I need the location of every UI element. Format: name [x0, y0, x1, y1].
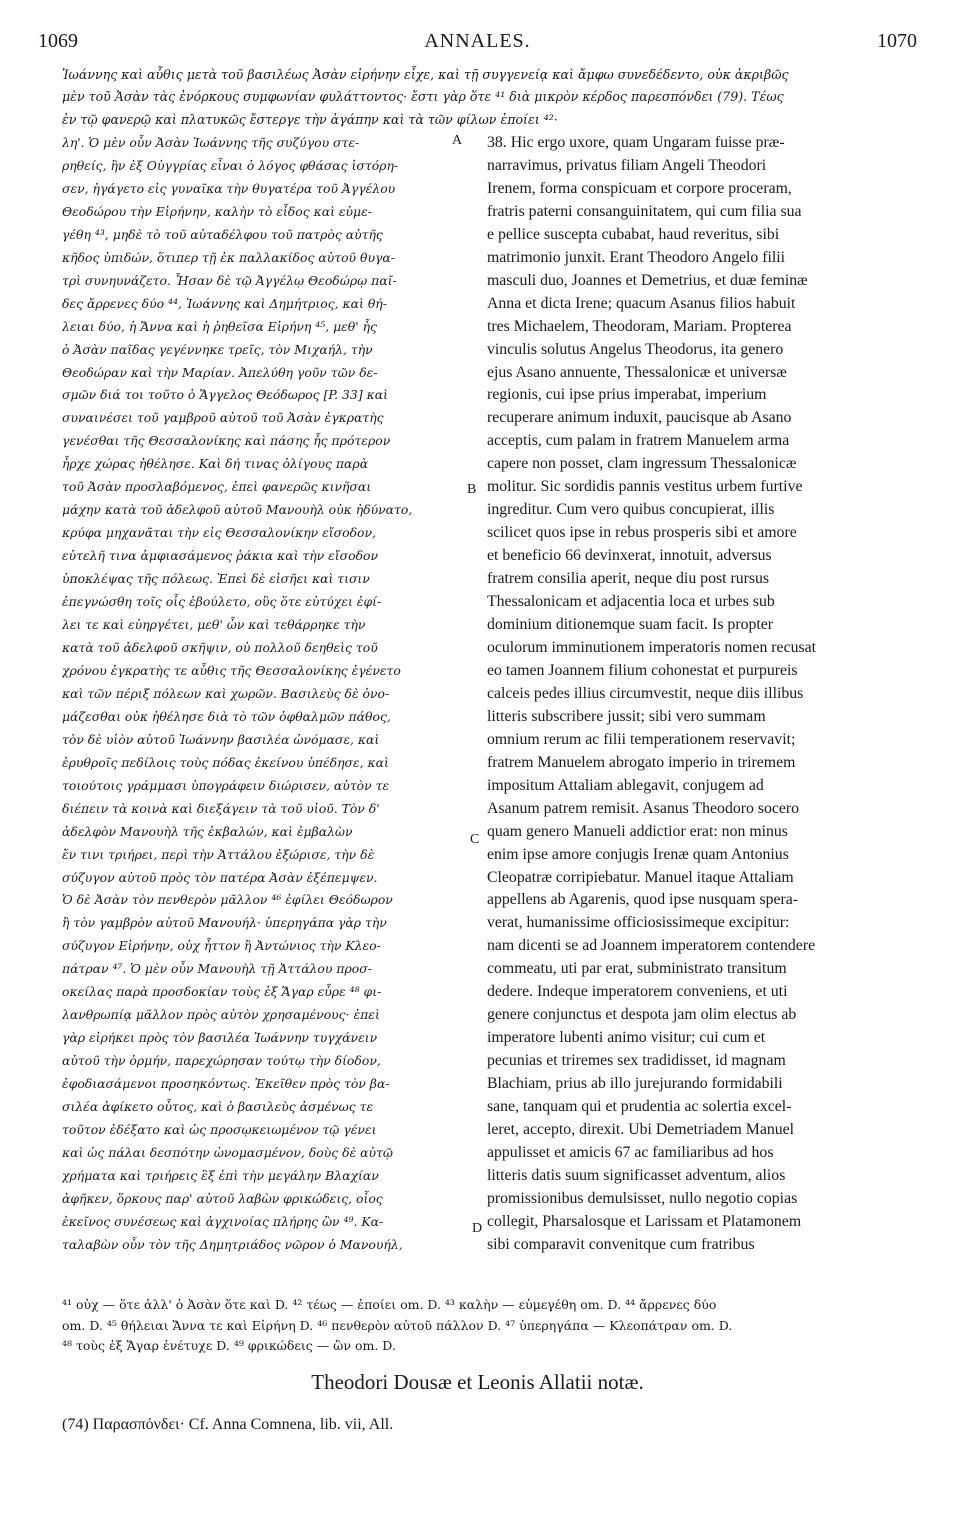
latin-line: Asanum patrem remisit. Asanus Theodoro socero	[487, 799, 800, 817]
latin-line: dominium ditionemque suam facit. Is propter	[487, 616, 774, 634]
greek-line: ἐρυθροῖς πεδίλοις τοὺς πόδας ἐκείνου ὑπέδησε, καὶ	[62, 754, 389, 770]
greek-line: συναινέσει τοῦ γαμβροῦ αὐτοῦ τοῦ Ἀσὰν ἐγκρατὴς	[62, 410, 384, 426]
latin-line: capere non posset, clam ingressum Thessalonicæ	[487, 455, 797, 473]
greek-line: ὁ Ἀσὰν παῖδας γεγέννηκε τρεῖς, τὸν Μιχαήλ, τὴν	[62, 341, 373, 357]
greek-line: γὰρ εἰρήκει πρὸς τὸν βασιλέα Ἰωάννην τυγχάνειν	[62, 1030, 378, 1046]
greek-line: κατὰ τοῦ ἀδελφοῦ σκῆψιν, οὐ πολλοῦ δεηθεὶς τοῦ	[62, 639, 378, 655]
latin-line: Blachiam, prius ab illo jurejurando formidabili	[487, 1075, 783, 1093]
greek-line: λανθρωπίᾳ μᾶλλον πρὸς αὐτὸν χρησαμένους· ἐπεὶ	[62, 1007, 380, 1023]
greek-line: ἦρχε χώρας ἠθέλησε. Καὶ δή τινας ὀλίγους παρὰ	[62, 456, 369, 472]
latin-line: recuperare animum induxit, paucisque ab Asano	[487, 409, 792, 427]
latin-column	[487, 132, 925, 1257]
latin-line: litteris datis suum significasset adventum, alios	[487, 1166, 786, 1184]
greek-line: ἀδελφὸν Μανουὴλ τῆς ἐκβαλών, καὶ ἐμβαλὼν	[62, 823, 353, 839]
latin-line: genere conjunctus et despota jam olim electus ab	[487, 1006, 797, 1024]
greek-line: τοιούτοις γράμμασι ὑπογράφειν διώρισεν, αὐτὸν τε	[62, 777, 390, 793]
footnotes	[62, 1295, 924, 1357]
latin-line: promissionibus demulsisset, nullo negotio copias	[487, 1189, 798, 1207]
greek-line: δες ἄρρενες δύο ⁴⁴, Ἰωάννης καὶ Δημήτριος, καὶ θή-	[62, 295, 387, 311]
notes-heading: Theodori Dousæ et Leonis Allatii notæ.	[311, 1370, 644, 1394]
latin-line: matrimonio junxit. Erant Theodoro Angelo filii	[487, 248, 786, 266]
right-page-number: 1070	[877, 30, 917, 52]
latin-line: ejus Asano annuente, Thessalonicæ et universæ	[487, 363, 787, 381]
latin-line: verat, humanissime officiosissimeque excipitur:	[487, 914, 790, 932]
page-header	[38, 30, 917, 54]
latin-line: fratrem consilia aperit, neque diu post rursus	[487, 570, 770, 588]
greek-line: ἐπεγνώσθη τοῖς οἷς ἐβούλετο, οὓς ὅτε εὐτύχει ἐφί-	[62, 594, 382, 610]
margin-letter-d: D	[472, 1221, 483, 1236]
latin-line: tres Michaelem, Theodoram, Mariam. Propterea	[487, 317, 792, 335]
greek-line: τοῦτον ἐδέξατο καὶ ὡς προσῳκειωμένον τῷ γένει	[62, 1121, 377, 1137]
latin-line: masculi duo, Joannes et Demetrius, et duæ feminæ	[487, 271, 808, 289]
latin-line: imperatore lubenti animo visitur; cui cum et	[487, 1029, 766, 1047]
greek-line: κῆδος ὑπιδών, ὅτιπερ τῇ ἐκ παλλακίδος αὐτοῦ θυγα-	[62, 249, 395, 265]
latin-line: Cleopatræ corripiebatur. Manuel itaque Attaliam	[487, 868, 794, 886]
greek-line: Ὁ δὲ Ἀσὰν τὸν πενθερὸν μᾶλλον ⁴⁶ ἐφίλει Θεόδωρον	[62, 892, 393, 908]
latin-line: calceis pedes illius circumvestit, neque diis illibus	[487, 684, 804, 702]
latin-line: Thessalonicam et adjacentia loca et urbes sub	[487, 593, 775, 611]
greek-line: ἐφοδιασάμενοι προσηκόντως. Ἐκεῖθεν πρὸς τὸν βα-	[62, 1076, 390, 1092]
latin-line: sibi comparavit convenitque cum fratribus	[487, 1235, 755, 1253]
greek-line: χρόνου ἐγκρατὴς τε αὖθις τῆς Θεσσαλονίκης ἐγένετο	[62, 662, 401, 678]
latin-line: regionis, cui ipse prius imperabat, imperium	[487, 386, 767, 404]
margin-letter-c: C	[470, 832, 480, 847]
greek-line: οκείλας παρὰ προσδοκίαν τοὺς ἐξ Ἄγαρ εὗρε ⁴⁸ φι-	[62, 984, 382, 1000]
latin-line: acceptis, cum palam in fratrem Manuelem arma	[487, 432, 790, 450]
note-entry: (74) Παρασπόνδει· Cf. Anna Comnena, lib. vii, All.	[62, 1416, 394, 1433]
latin-line: molitur. Sic sordidis pannis vestitus urbem furtive	[487, 478, 803, 496]
latin-line: Irenem, forma conspicuam et corpore proceram,	[487, 179, 792, 197]
latin-line: narravimus, privatus filiam Angeli Theodori	[487, 156, 767, 174]
margin-letter-b: B	[467, 482, 477, 497]
greek-line: διέπειν τὰ κοινὰ καὶ διεξάγειν τὰ τοῦ υἱοῦ. Τὸν δ'	[62, 800, 380, 816]
greek-line: αὐτοῦ τὴν ὁρμήν, παρεχώρησαν τούτῳ τὴν δίοδον,	[62, 1053, 381, 1069]
greek-line: μάχην κατὰ τοῦ ἀδελφοῦ αὐτοῦ Μανουὴλ οὐκ ἠδύνατο,	[62, 502, 413, 518]
intro-line: ἐν τῷ φανερῷ καὶ πλατυκῶς ἔστεργε τὴν ἀγάπην καὶ τὰ τῶν φίλων ἐποίει ⁴²·	[62, 111, 558, 127]
greek-line: πάτραν ⁴⁷. Ὁ μὲν οὖν Μανουὴλ τῇ Ἀττάλου προσ-	[62, 961, 372, 977]
latin-line: enim ipse amore conjugis Irenæ quam Antonius	[487, 845, 789, 863]
left-page-number: 1069	[38, 30, 78, 52]
latin-line: impositum Attaliam ablegavit, conjugem ad	[487, 776, 764, 794]
greek-line: τρὶ συνηυνάζετο. Ἦσαν δὲ τῷ Ἀγγέλῳ Θεοδώρῳ παῖ-	[62, 272, 397, 288]
latin-line: et beneficio 66 devinxerat, innotuit, adversus	[487, 547, 772, 565]
latin-line: scilicet quos ipse in rebus prosperis sibi et amore	[487, 524, 797, 542]
latin-line: Anna et dicta Irene; quacum Asanus filios habuit	[487, 294, 796, 312]
greek-column	[62, 132, 480, 1257]
greek-line: κρύφα μηχανᾶται τὴν εἰς Θεσσαλονίκην εἴσοδον,	[62, 525, 376, 541]
greek-line: ἢ τὸν γαμβρὸν αὐτοῦ Μανουήλ· ὑπερηγάπα γὰρ τὴν	[62, 915, 387, 931]
greek-line: σύζυγον αὐτοῦ πρὸς τὸν πατέρα Ἀσὰν ἐξέπεμψεν.	[62, 869, 378, 885]
greek-line: σύζυγον Εἰρήνην, οὐχ ἧττον ἢ Ἀντώνιος τὴν Κλεο-	[62, 938, 381, 954]
greek-line: σμῶν διά τοι τοῦτο ὁ Ἄγγελος Θεόδωρος [P. 33] καὶ	[62, 387, 388, 403]
intro-line: μὲν τοῦ Ἀσὰν τὰς ἐνόρκους συμφωνίαν φυλάττοντος· ἔστι γὰρ ὅτε ⁴¹ διὰ μικρὸν κέρδος παρεσπόνδει (79). Τέως	[62, 89, 784, 105]
latin-line: ingreditur. Cum vero quibus concupierat, illis	[487, 501, 775, 519]
greek-line: λη'. Ὁ μὲν οὖν Ἀσὰν Ἰωάννης τῆς συζύγου στε-	[62, 135, 360, 150]
greek-line: λει τε καὶ εὐηργέτει, μεθ' ὧν καὶ τεθάρρηκε τὴν	[62, 617, 366, 633]
greek-line: σιλέα ἀφίκετο οὗτος, καὶ ὁ βασιλεὺς ἀσμένως τε	[62, 1099, 374, 1115]
latin-line: e pellice suscepta cubabat, haud reveritus, sibi	[487, 225, 780, 243]
latin-line: appulisset et amicis 67 ac familiaribus ad hos	[487, 1143, 774, 1161]
greek-line: τοῦ Ἀσὰν προσλαβόμενος, ἐπεὶ φανερῶς κινῆσαι	[62, 479, 372, 495]
greek-line: καὶ ὡς πάλαι δεσπότην ὠνομασμένον, δοὺς δὲ αὐτῷ	[62, 1144, 394, 1160]
greek-line: ἐκεῖνος συνέσεως καὶ ἀγχινοίας πλήρης ὢν ⁴⁹. Κα-	[62, 1213, 384, 1229]
latin-line: dedere. Indeque imperatorem conveniens, et uti	[487, 983, 788, 1001]
greek-line: ἔν τινι τριήρει, περὶ τὴν Ἀττάλου ἐξώρισε, τὴν δὲ	[62, 846, 375, 862]
greek-line: γέθη ⁴³, μηδὲ τὸ τοῦ αὐταδέλφου τοῦ πατρὸς αὐτῆς	[62, 226, 383, 242]
footnote-line: ⁴¹ οὐχ — ὅτε ἀλλ' ὁ Ἀσὰν ὅτε καὶ D. ⁴² τέως — ἐποίει om. D. ⁴³ καλὴν — εὐμεγέθη om. D. ⁴⁴ ἄρρενες δύο	[62, 1297, 717, 1312]
latin-line: 38. Hic ergo uxore, quam Ungaram fuisse præ-	[487, 134, 785, 151]
greek-line: μάζεσθαι οὐκ ἠθέλησε διὰ τὸ τῶν ὀφθαλμῶν πάθος,	[62, 708, 391, 724]
latin-line: omnium rerum ac filii temperationem reservavit;	[487, 730, 796, 748]
greek-line: χρήματα καὶ τριήρεις ἓξ ἐπὶ τὴν μεγάλην Βλαχίαν	[62, 1167, 379, 1183]
margin-letter-a: A	[452, 133, 463, 148]
greek-line: Θεοδώρου τὴν Εἰρήνην, καλὴν τὸ εἶδος καὶ εὐμε-	[62, 203, 372, 219]
latin-line: appellens ab Agarenis, quod ipse nusquam spera-	[487, 891, 799, 909]
greek-line: λειαι δύο, ἡ Ἄννα καὶ ἡ ῥηθεῖσα Εἰρήνη ⁴⁵, μεθ' ἧς	[62, 318, 377, 334]
greek-line: σεν, ἠγάγετο εἰς γυναῖκα τὴν θυγατέρα τοῦ Ἀγγέλου	[62, 180, 396, 196]
greek-line: τὸν δὲ υἱὸν αὐτοῦ Ἰωάννην βασιλέα ὠνόμασε, καὶ	[62, 731, 380, 747]
latin-line: collegit, Pharsalosque et Larissam et Platamonem	[487, 1212, 802, 1230]
latin-line: commeatu, uti par erat, subministrato transitum	[487, 960, 787, 978]
greek-line: ταλαβὼν οὖν τὸν τῆς Δημητριάδος νῶρον ὁ Μανουήλ,	[62, 1236, 403, 1252]
latin-line: fratrem Manuelem abrogato imperio in triremem	[487, 753, 796, 771]
latin-line: fratris paterni consanguinitatem, qui cum filia sua	[487, 202, 802, 220]
greek-line: ἀφῆκεν, ὅρκους παρ' αὐτοῦ λαβὼν φρικώδεις, οἷος	[62, 1190, 383, 1206]
latin-line: eo tamen Joannem filium cohonestat et purpureis	[487, 661, 798, 679]
latin-line: litteris subscribere jussit; sibi vero summam	[487, 707, 766, 725]
greek-line: γενέσθαι τῆς Θεσσαλονίκης καὶ πάσης ἧς πρότερον	[62, 433, 391, 449]
greek-line: ρηθείς, ἣν ἐξ Οὐγγρίας εἶναι ὁ λόγος φθάσας ἱστόρη-	[62, 157, 399, 173]
latin-line: pecunias et triremes sex tradidisset, id magnam	[487, 1052, 786, 1070]
latin-line: leret, accepto, direxit. Ubi Demetriadem Manuel	[487, 1120, 795, 1138]
greek-line: καὶ τῶν πέριξ πόλεων καὶ χωρῶν. Βασιλεὺς δὲ ὀνο-	[62, 685, 390, 701]
latin-line: nam dicenti se ad Joannem imperatorem contendere	[487, 937, 816, 955]
running-title: ANNALES.	[424, 30, 531, 52]
latin-line: quam genero Manueli addictior erat: non minus	[487, 822, 788, 840]
latin-line: sane, tanquam qui et prudentia ac solertia excel-	[487, 1098, 792, 1116]
greek-line: Θεοδώραν καὶ τὴν Μαρίαν. Ἀπελύθη γοῦν τῶν δε-	[62, 364, 378, 380]
latin-line: vinculis solutus Angelus Theodorus, ita genero	[487, 340, 784, 358]
greek-line: εὐτελῆ τινα ἀμφιασάμενος ῥάκια καὶ τὴν εἴσοδον	[62, 548, 379, 564]
greek-line: ὑποκλέψας τῆς πόλεως. Ἐπεὶ δὲ εἰσῆει καὶ τισιν	[62, 571, 370, 587]
intro-line: Ἰωάννης καὶ αὖθις μετὰ τοῦ βασιλέως Ἀσὰν εἰρήνην εἶχε, καὶ τῇ συγγενείᾳ καὶ ἄμφω συνεδέδεντο, οὐκ ἀκριβῶς	[62, 67, 789, 82]
latin-line: oculorum imminutionem imperatoris nomen recusat	[487, 638, 817, 656]
intro-paragraph	[62, 64, 924, 131]
footnote-line: ⁴⁸ τοὺς ἐξ Ἄγαρ ἐνέτυχε D. ⁴⁹ φρικώδεις — ὢν om. D.	[62, 1338, 396, 1353]
footnote-line: om. D. ⁴⁵ θήλειαι Ἄννα τε καὶ Εἰρήνη D. ⁴⁶ πενθερὸν αὐτοῦ πάλλον D. ⁴⁷ ὑπερηγάπα — Κλεοπάτραν om. D.	[62, 1317, 733, 1333]
